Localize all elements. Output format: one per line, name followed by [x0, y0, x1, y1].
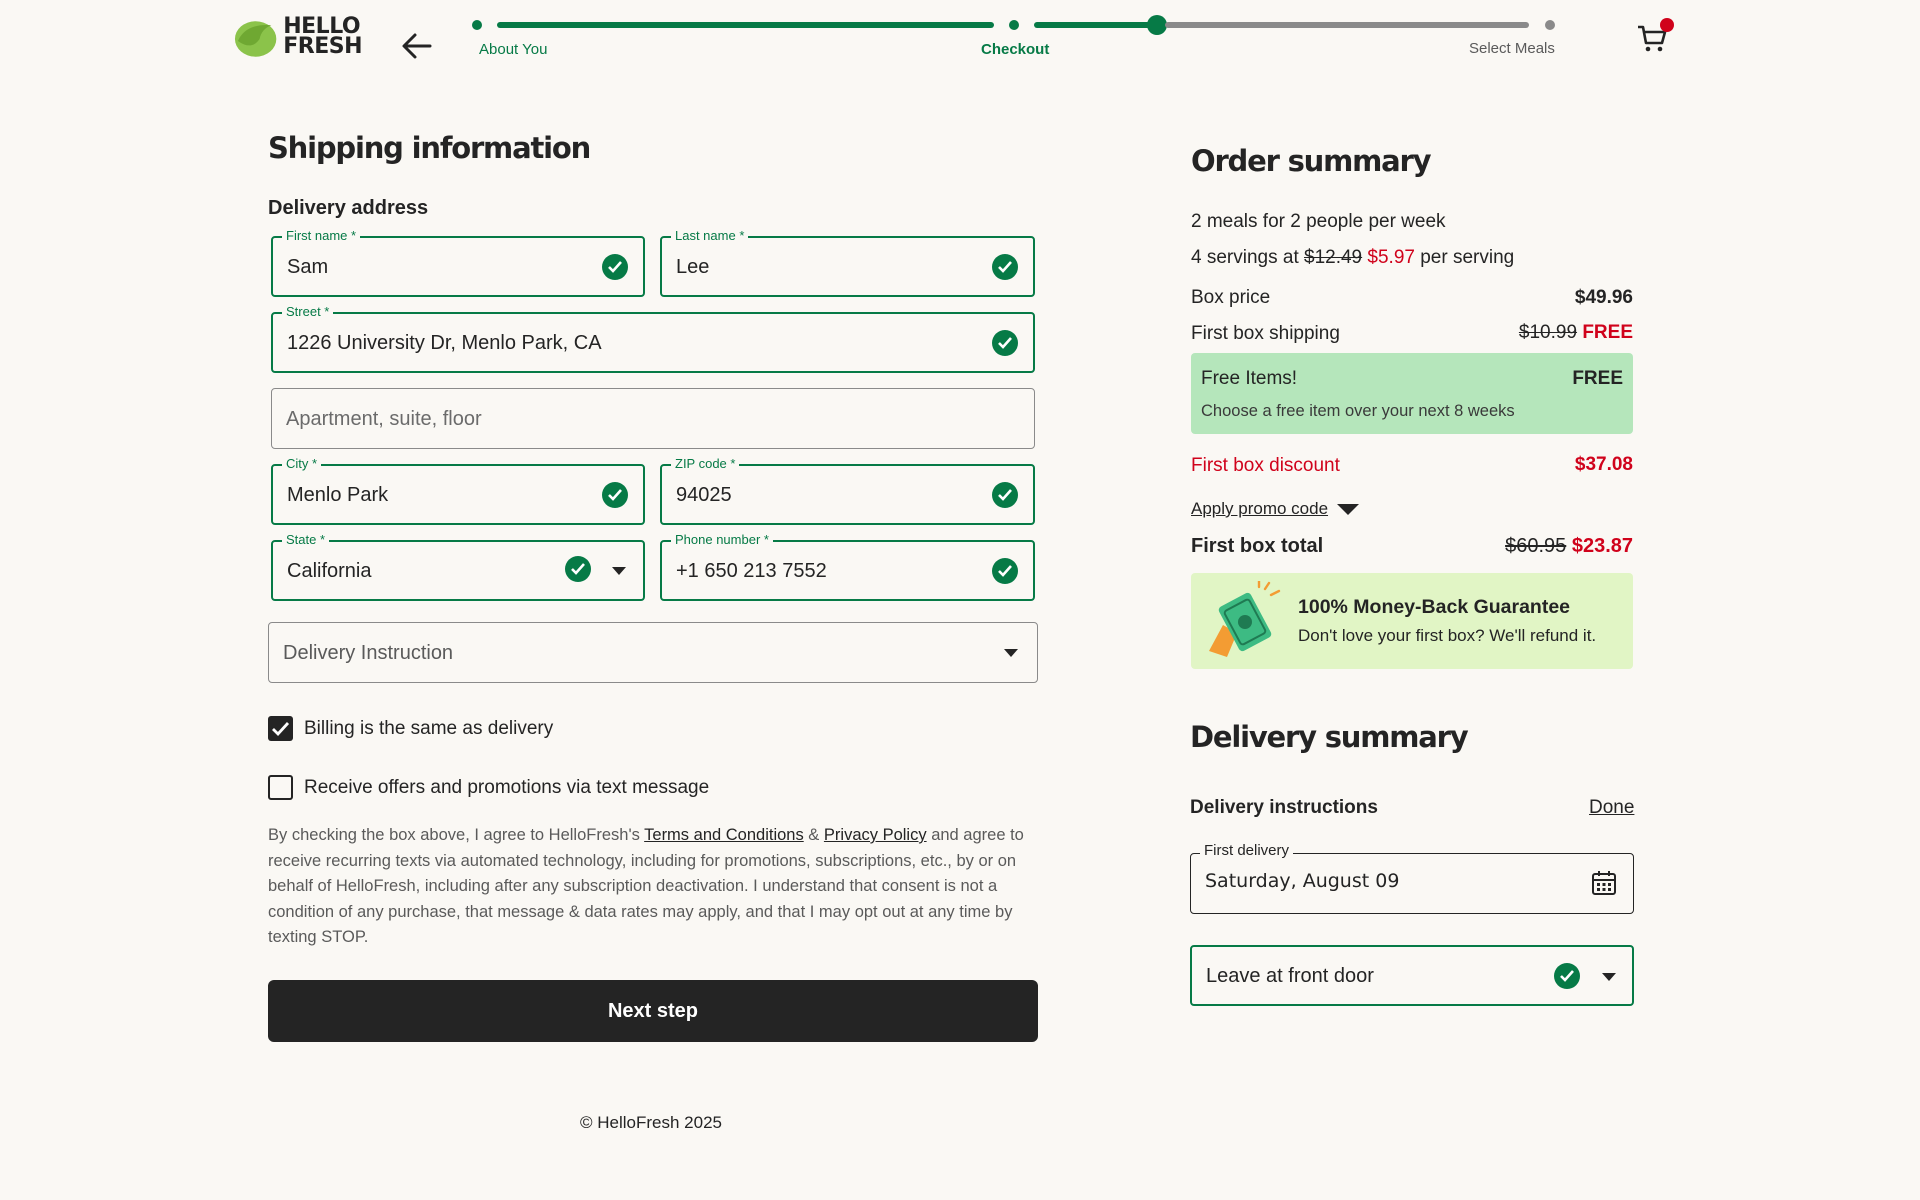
phone-label: Phone number *	[671, 533, 773, 547]
check-circle-icon	[1554, 963, 1580, 989]
first-name-label: First name *	[282, 229, 360, 243]
delivery-instructions-label: Delivery instructions	[1190, 797, 1378, 818]
last-name-input[interactable]	[676, 256, 936, 279]
chevron-down-icon	[1004, 649, 1018, 657]
checkmark-icon	[268, 716, 293, 741]
hellofresh-logo[interactable]	[232, 14, 362, 60]
check-circle-icon	[565, 556, 591, 582]
calendar-icon[interactable]	[1591, 870, 1617, 896]
page-title: Shipping information	[268, 131, 591, 165]
step-label-select-meals: Select Meals	[1469, 40, 1555, 57]
step-label-about-you[interactable]: About You	[479, 41, 548, 58]
first-delivery-label: First delivery	[1200, 844, 1293, 858]
progress-segment-2-filled	[1034, 22, 1154, 28]
zip-input[interactable]	[676, 484, 936, 507]
discount-label: First box discount	[1191, 455, 1340, 476]
servings-new-price: $5.97	[1367, 247, 1415, 268]
first-name-input[interactable]	[287, 256, 546, 279]
delivery-instruction-summary-select[interactable]	[1190, 945, 1634, 1006]
apartment-input[interactable]	[286, 408, 819, 431]
guarantee-description: Don't love your first box? We'll refund it.	[1298, 626, 1597, 645]
check-circle-icon	[602, 254, 628, 280]
progress-segment-2-remaining	[1165, 22, 1529, 28]
chevron-down-icon	[612, 567, 626, 575]
next-step-button[interactable]: Next step	[268, 980, 1038, 1042]
shipping-price	[1519, 322, 1633, 344]
zip-field[interactable]	[660, 456, 1035, 525]
progress-dot-checkout	[1009, 20, 1019, 30]
city-field[interactable]	[271, 456, 645, 525]
order-summary-title: Order summary	[1191, 144, 1431, 178]
shipping-old-price: $10.99	[1518, 322, 1578, 343]
phone-input[interactable]	[676, 560, 936, 583]
lime-logo-icon	[232, 15, 281, 59]
shipping-free: FREE	[1582, 322, 1633, 343]
check-circle-icon	[992, 482, 1018, 508]
total-new-price: $23.87	[1571, 535, 1633, 557]
check-circle-icon	[992, 558, 1018, 584]
street-input[interactable]	[287, 332, 819, 355]
delivery-address-heading: Delivery address	[268, 197, 429, 219]
check-circle-icon	[992, 254, 1018, 280]
money-back-guarantee	[1191, 573, 1633, 669]
text-offers-label[interactable]: Receive offers and promotions via text message	[304, 777, 710, 798]
billing-same-label[interactable]: Billing is the same as delivery	[304, 718, 554, 739]
chevron-down-icon[interactable]	[1337, 504, 1359, 515]
free-items-description: Choose a free item over your next 8 weeks	[1201, 402, 1515, 420]
shipping-label: First box shipping	[1191, 323, 1340, 344]
servings-price: 4 servings at $12.49 $5.97 per serving	[1191, 247, 1515, 268]
terms-link[interactable]: Terms and Conditions	[644, 826, 804, 844]
cart-notification-badge	[1660, 18, 1674, 32]
street-field[interactable]	[271, 304, 1035, 373]
done-link[interactable]: Done	[1589, 797, 1635, 818]
plan-description: 2 meals for 2 people per week	[1191, 211, 1446, 232]
progress-dot-select-meals	[1545, 20, 1555, 30]
box-price-label: Box price	[1191, 287, 1271, 308]
progress-segment-1	[497, 22, 994, 28]
apartment-field[interactable]	[271, 388, 1035, 449]
chevron-down-icon	[1602, 973, 1616, 981]
box-price-value: $49.96	[1574, 287, 1633, 308]
legal-consent-text: By checking the box above, I agree to HelloFresh's Terms and Conditions & Privacy Policy and agree to receive recurring texts via automated technology, including for promotions, subscriptions, etc., by or on behalf of HelloFresh, including after any subscription deactivation. I understand that consent is not a condition of any purchase, that message & data rates may apply, and that I may opt out at any time by texting STOP.	[268, 826, 1024, 946]
delivery-instruction-placeholder: Delivery Instruction	[283, 642, 454, 664]
servings-old-price: $12.49	[1304, 247, 1363, 268]
first-delivery-value: Saturday, August 09	[1205, 870, 1400, 892]
phone-field[interactable]	[660, 532, 1035, 601]
first-delivery-date-field[interactable]	[1190, 842, 1634, 914]
progress-current-marker	[1147, 15, 1167, 35]
delivery-instruction-select[interactable]	[268, 622, 1038, 683]
cart-button[interactable]	[1634, 18, 1674, 54]
total-old-price: $60.95	[1505, 535, 1567, 557]
arrow-left-icon	[398, 28, 436, 64]
zip-label: ZIP code *	[671, 457, 739, 471]
city-input[interactable]	[287, 484, 546, 507]
guarantee-title: 100% Money-Back Guarantee	[1298, 596, 1571, 618]
state-label: State *	[282, 533, 329, 547]
discount-value: $37.08	[1574, 454, 1633, 475]
first-name-field[interactable]	[271, 228, 645, 297]
billing-same-checkbox[interactable]	[268, 716, 293, 741]
step-label-checkout: Checkout	[981, 41, 1050, 58]
progress-dot-about-you	[472, 20, 482, 30]
free-items-title: Free Items!	[1201, 368, 1298, 389]
copyright-footer: © HelloFresh 2025	[580, 1113, 722, 1132]
check-circle-icon	[992, 330, 1018, 356]
delivery-summary-title: Delivery summary	[1190, 720, 1468, 754]
last-name-label: Last name *	[671, 229, 748, 243]
state-select[interactable]	[271, 532, 645, 601]
city-label: City *	[282, 457, 321, 471]
back-arrow-button[interactable]	[398, 28, 436, 64]
last-name-field[interactable]	[660, 228, 1035, 297]
total-price	[1505, 535, 1633, 558]
total-label: First box total	[1191, 535, 1324, 557]
apply-promo-link[interactable]: Apply promo code	[1191, 499, 1329, 518]
free-items-banner[interactable]	[1191, 353, 1633, 434]
street-label: Street *	[282, 305, 333, 319]
privacy-link[interactable]: Privacy Policy	[823, 826, 927, 844]
check-circle-icon	[602, 482, 628, 508]
delivery-instruction-value: Leave at front door	[1206, 965, 1374, 987]
free-items-value: FREE	[1572, 368, 1623, 389]
text-offers-checkbox[interactable]	[268, 775, 293, 800]
state-value: California	[287, 560, 372, 582]
money-hand-icon	[1201, 581, 1283, 659]
logo-wordmark: HELLO FRESH	[283, 14, 362, 59]
